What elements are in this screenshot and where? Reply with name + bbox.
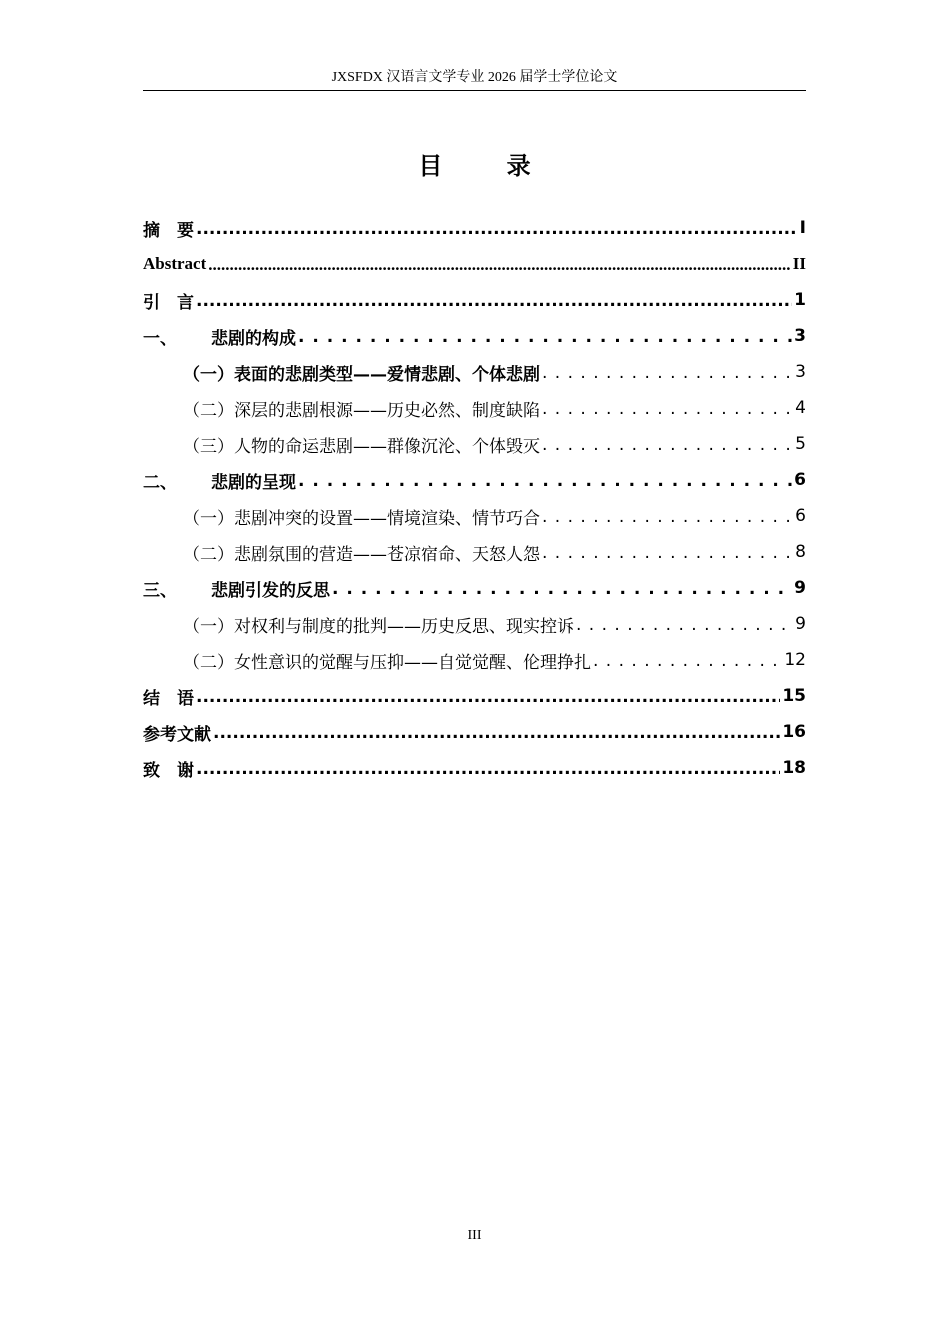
toc-entry-label: 摘 要 — [143, 220, 194, 241]
toc-leader-dots — [332, 579, 792, 599]
toc-entry-number: （三） — [183, 436, 234, 457]
toc-leader-dots — [542, 435, 793, 455]
toc-entry-label: Abstract — [143, 254, 207, 273]
toc-entry-label: 悲剧引发的反思 — [211, 580, 330, 601]
toc-entry-label: 致 谢 — [143, 760, 194, 781]
toc-entry-label: 人物的命运悲剧——群像沉沦、个体毁灭 — [234, 436, 540, 457]
toc-entry-label: 表面的悲剧类型——爱情悲剧、个体悲剧 — [234, 364, 540, 385]
toc-entry[interactable] — [183, 354, 806, 390]
toc-entry-number: 二、 — [143, 472, 177, 493]
toc-leader-dots — [298, 471, 792, 491]
running-header: JXSFDX 汉语言文学专业 2026 届学士学位论文 — [331, 70, 618, 85]
toc-entry-number: （一） — [183, 364, 234, 385]
toc-entry-number: （二） — [183, 400, 234, 421]
toc-entry[interactable] — [143, 282, 806, 318]
toc-entry-page: 15 — [782, 686, 806, 706]
toc-leader-dots — [213, 723, 780, 743]
toc-entry[interactable] — [143, 210, 806, 246]
toc-entry[interactable] — [143, 318, 806, 354]
toc-entry[interactable] — [143, 462, 806, 498]
toc-entry-page: 12 — [784, 650, 806, 670]
toc-leader-dots — [542, 363, 793, 383]
toc-leader-dots — [196, 291, 792, 311]
toc-leader-dots — [542, 543, 793, 563]
toc-entry-label: 悲剧的构成 — [211, 328, 296, 349]
toc-leader-dots — [196, 687, 780, 707]
page-number: III — [467, 1228, 482, 1243]
toc-leader-dots — [542, 399, 793, 419]
toc-entry-number: 一、 — [143, 328, 177, 349]
toc-entry-page: II — [792, 254, 806, 273]
toc-entry-label: 深层的悲剧根源——历史必然、制度缺陷 — [234, 400, 540, 421]
toc-entry[interactable] — [183, 390, 806, 426]
toc-entry-page: 6 — [794, 470, 806, 490]
toc-entry[interactable] — [143, 750, 806, 786]
toc-entry-page: 8 — [795, 542, 806, 562]
toc-entry-number: （一） — [183, 508, 234, 529]
toc-entry[interactable] — [143, 246, 806, 282]
toc-entry-number: 三、 — [143, 580, 177, 601]
toc-entry-page: 4 — [795, 398, 806, 418]
toc-entry[interactable] — [143, 714, 806, 750]
toc-entry-label: 女性意识的觉醒与压抑——自觉觉醒、伦理挣扎 — [234, 652, 591, 673]
toc-leader-dots — [298, 327, 792, 347]
toc-entry-label: 参考文献 — [143, 724, 211, 745]
toc-leader-dots — [593, 651, 782, 671]
toc-entry-label: 悲剧氛围的营造——苍凉宿命、天怒人怨 — [234, 544, 540, 565]
toc-entry-page: 1 — [794, 290, 806, 310]
toc-entry-page: 3 — [795, 362, 806, 382]
toc-entry-page: 5 — [795, 434, 806, 454]
toc-entry-number: （一） — [183, 616, 234, 637]
toc-entry[interactable] — [143, 678, 806, 714]
toc-entry-number: （二） — [183, 544, 234, 565]
toc-leader-dots — [542, 507, 793, 527]
toc-entry[interactable] — [183, 426, 806, 462]
toc-leader-dots — [196, 759, 780, 779]
toc-entry-page: I — [799, 218, 806, 238]
toc-entry-number: （二） — [183, 652, 234, 673]
toc-entry-page: 6 — [795, 506, 806, 526]
toc-entry[interactable] — [183, 606, 806, 642]
toc-leader-dots — [208, 255, 791, 275]
toc-leader-dots — [196, 219, 798, 239]
toc-entry-label: 对权利与制度的批判——历史反思、现实控诉 — [234, 616, 574, 637]
toc-entry[interactable] — [183, 642, 806, 678]
header-rule — [143, 90, 806, 91]
toc-entry-label: 悲剧冲突的设置——情境渲染、情节巧合 — [234, 508, 540, 529]
toc-entry-page: 3 — [794, 326, 806, 346]
toc-entry-page: 18 — [782, 758, 806, 778]
toc-entry-page: 9 — [795, 614, 806, 634]
toc-leader-dots — [576, 615, 793, 635]
toc-entry-label: 结 语 — [143, 688, 194, 709]
toc-entry[interactable] — [143, 570, 806, 606]
toc-title: 目 录 — [418, 152, 559, 180]
toc-entry[interactable] — [183, 498, 806, 534]
toc-entry-page: 16 — [782, 722, 806, 742]
toc-entry-label: 悲剧的呈现 — [211, 472, 296, 493]
toc-entry[interactable] — [183, 534, 806, 570]
toc-entry-page: 9 — [794, 578, 806, 598]
toc-entry-label: 引 言 — [143, 292, 194, 313]
